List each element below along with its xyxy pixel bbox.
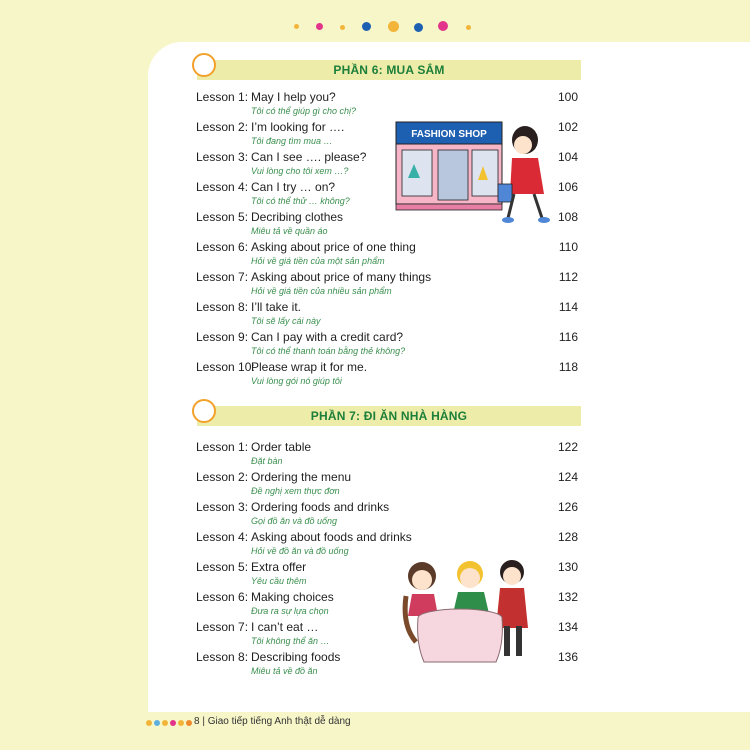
section-title: PHẦN 7: ĐI ĂN NHÀ HÀNG: [310, 409, 468, 423]
section-header-6: [197, 60, 581, 80]
lesson-row[interactable]: [196, 500, 580, 530]
lesson-title: Order table: [251, 440, 312, 454]
lesson-number: Lesson 6:: [196, 590, 249, 604]
lesson-page: 132: [557, 590, 578, 604]
lesson-page: 102: [557, 120, 578, 134]
shop-sign-text: FASHION SHOP: [411, 129, 487, 140]
lesson-subtitle: Miêu tả về đồ ăn: [251, 666, 318, 676]
lesson-title: Ordering the menu: [251, 470, 352, 484]
lesson-page: 128: [557, 530, 578, 544]
lesson-title: Can I see …. please?: [251, 150, 367, 164]
lesson-number: Lesson 2:: [196, 470, 249, 484]
restaurant-illustration: [400, 556, 540, 666]
lesson-number: Lesson 7:: [196, 620, 249, 634]
lesson-title: Decribing clothes: [251, 210, 344, 224]
lesson-number: Lesson 1:: [196, 440, 249, 454]
lesson-page: 110: [558, 240, 578, 254]
lesson-row[interactable]: [196, 240, 580, 270]
lesson-title: May I help you?: [251, 90, 336, 104]
lesson-number: Lesson 5:: [196, 560, 249, 574]
lesson-page: 122: [557, 440, 578, 454]
decorative-dots: [290, 20, 490, 36]
lesson-subtitle: Tôi sẽ lấy cái này: [251, 316, 321, 326]
lesson-row[interactable]: [196, 360, 580, 390]
lesson-subtitle: Tôi có thể thanh toán bằng thẻ không?: [251, 346, 406, 356]
lesson-number: Lesson 5:: [196, 210, 249, 224]
lesson-row[interactable]: [196, 90, 580, 120]
lesson-page: 106: [557, 180, 578, 194]
book-title: Giao tiếp tiếng Anh thật dễ dàng: [207, 716, 351, 727]
footer: [146, 716, 446, 732]
lesson-subtitle: Hỏi về đồ ăn và đồ uống: [251, 546, 349, 556]
lesson-subtitle: Tôi có thể thử … không?: [251, 196, 350, 206]
lesson-title: Please wrap it for me.: [251, 360, 368, 374]
lesson-row[interactable]: [196, 330, 580, 360]
lesson-page: 134: [557, 620, 578, 634]
lesson-page: 124: [557, 470, 578, 484]
lesson-page: 116: [558, 330, 578, 344]
lesson-number: Lesson 3:: [196, 500, 249, 514]
lesson-title: Ordering foods and drinks: [251, 500, 390, 514]
lesson-subtitle: Hỏi về giá tiền của nhiều sản phẩm: [251, 286, 392, 296]
lesson-subtitle: Tôi không thể ăn …: [251, 636, 330, 646]
lesson-number: Lesson 7:: [196, 270, 249, 284]
section-header-7: [197, 406, 581, 426]
lesson-subtitle: Tôi có thể giúp gì cho chị?: [251, 106, 357, 116]
lesson-title: I’ll take it.: [251, 300, 302, 314]
lesson-page: 104: [557, 150, 578, 164]
lesson-title: Asking about price of many things: [251, 270, 432, 284]
lesson-subtitle: Vui lòng gói nó giúp tôi: [251, 376, 342, 386]
lesson-number: Lesson 2:: [196, 120, 249, 134]
lesson-page: 136: [557, 650, 578, 664]
lesson-row[interactable]: [196, 270, 580, 300]
lesson-page: 130: [557, 560, 578, 574]
lesson-number: Lesson 1:: [196, 90, 249, 104]
lesson-number: Lesson 9:: [196, 330, 249, 344]
lesson-number: Lesson 3:: [196, 150, 249, 164]
lesson-subtitle: Miêu tả về quần áo: [251, 226, 328, 236]
page-number: 8: [194, 716, 200, 727]
lesson-page: 112: [558, 270, 578, 284]
lesson-row[interactable]: [196, 440, 580, 470]
lesson-page: 118: [558, 360, 578, 374]
section-title: PHẦN 6: MUA SẮM: [333, 63, 445, 77]
lesson-page: 108: [557, 210, 578, 224]
lesson-subtitle: Hỏi về giá tiền của một sản phẩm: [251, 256, 385, 266]
lesson-subtitle: Tôi đang tìm mua …: [251, 136, 333, 146]
lesson-number: Lesson 10:: [196, 360, 255, 374]
lesson-page: 100: [557, 90, 578, 104]
fashion-shop-illustration: [390, 118, 555, 228]
lesson-title: Can I pay with a credit card?: [251, 330, 404, 344]
lesson-subtitle: Gọi đồ ăn và đồ uống: [251, 516, 338, 526]
lesson-title: Extra offer: [251, 560, 307, 574]
lesson-subtitle: Đưa ra sự lựa chọn: [251, 606, 329, 616]
lesson-title: Making choices: [251, 590, 334, 604]
lesson-title: I can’t eat …: [251, 620, 319, 634]
footer-text: 8 | Giao tiếp tiếng Anh thật dễ dàng: [194, 716, 351, 727]
lesson-subtitle: Đề nghị xem thực đơn: [251, 486, 340, 496]
lesson-title: Can I try … on?: [251, 180, 336, 194]
lesson-number: Lesson 4:: [196, 180, 249, 194]
lesson-title: Asking about foods and drinks: [251, 530, 412, 544]
lesson-number: Lesson 8:: [196, 300, 249, 314]
lesson-number: Lesson 6:: [196, 240, 249, 254]
lesson-title: Describing foods: [251, 650, 341, 664]
lesson-number: Lesson 4:: [196, 530, 249, 544]
lesson-title: Asking about price of one thing: [251, 240, 416, 254]
lesson-subtitle: Đặt bàn: [251, 456, 283, 466]
lesson-row[interactable]: [196, 470, 580, 500]
lesson-page: 126: [557, 500, 578, 514]
lesson-page: 114: [558, 300, 578, 314]
lesson-row[interactable]: [196, 300, 580, 330]
lesson-title: I’m looking for ….: [251, 120, 345, 134]
lesson-number: Lesson 8:: [196, 650, 249, 664]
lesson-subtitle: Vui lòng cho tôi xem …?: [251, 166, 349, 176]
lesson-subtitle: Yêu cầu thêm: [251, 576, 307, 586]
